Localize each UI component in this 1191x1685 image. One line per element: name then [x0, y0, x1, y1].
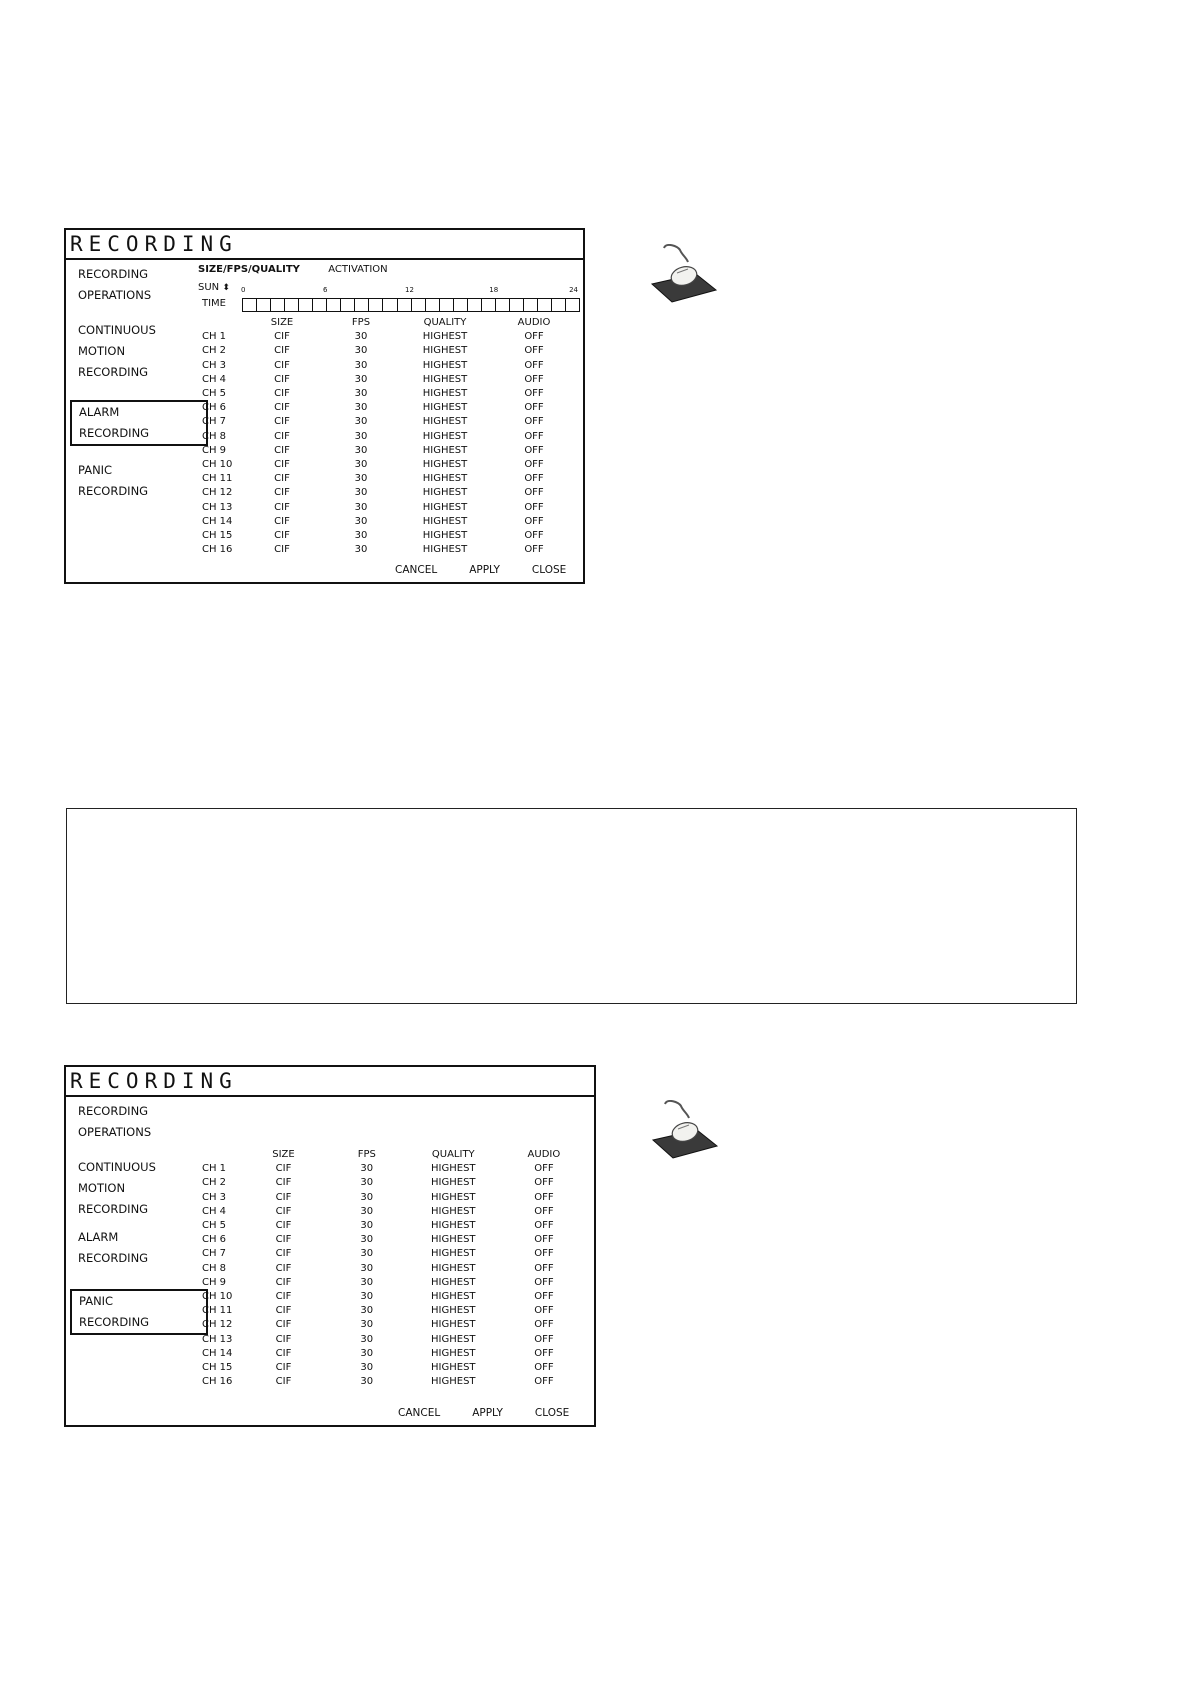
time-slot[interactable]: [299, 299, 313, 311]
channel-label: CH 16: [202, 1376, 233, 1388]
size-value[interactable]: CIF: [274, 388, 290, 400]
column-header-size: SIZE: [270, 317, 294, 328]
sidebar-item-label: RECORDING: [78, 1251, 149, 1265]
fps-value[interactable]: 30: [360, 1163, 374, 1175]
audio-value[interactable]: OFF: [524, 515, 544, 527]
column-header-quality: QUALITY: [431, 1149, 475, 1160]
channel-label: CH 7: [202, 416, 227, 428]
size-value[interactable]: CIF: [274, 444, 290, 456]
size-value[interactable]: CIF: [274, 501, 290, 513]
fps-value[interactable]: 30: [360, 1319, 374, 1331]
fps-value[interactable]: 30: [354, 515, 368, 527]
size-value[interactable]: CIF: [274, 544, 290, 556]
fps-value[interactable]: 30: [354, 359, 368, 371]
recording-screen-panic: [64, 1065, 596, 1427]
audio-value[interactable]: OFF: [524, 430, 544, 442]
table-row[interactable]: [202, 1176, 594, 1190]
table-row[interactable]: [202, 1361, 594, 1375]
screen-title: RECORDING: [66, 230, 583, 260]
channel-label: CH 14: [202, 1347, 233, 1359]
table-row[interactable]: [202, 486, 583, 500]
audio-value[interactable]: OFF: [534, 1163, 554, 1175]
quality-value[interactable]: HIGHEST: [431, 1376, 476, 1388]
quality-value[interactable]: HIGHEST: [431, 1248, 476, 1260]
time-slot[interactable]: [412, 299, 426, 311]
fps-value[interactable]: 30: [360, 1220, 374, 1232]
audio-value[interactable]: OFF: [524, 459, 544, 471]
table-row[interactable]: [202, 1347, 594, 1361]
time-slot[interactable]: [538, 299, 552, 311]
column-header-fps: FPS: [351, 317, 371, 328]
time-slot[interactable]: [510, 299, 524, 311]
channel-label: CH 4: [202, 373, 227, 385]
channel-label: CH 12: [202, 1319, 233, 1331]
channel-label: CH 11: [202, 1305, 233, 1317]
size-value[interactable]: CIF: [274, 459, 290, 471]
size-value[interactable]: CIF: [275, 1234, 292, 1246]
quality-value[interactable]: HIGHEST: [422, 388, 468, 400]
table-row[interactable]: [202, 543, 583, 557]
time-slot[interactable]: [426, 299, 440, 311]
time-label: TIME: [202, 298, 227, 309]
fps-value[interactable]: 30: [354, 402, 368, 414]
audio-value[interactable]: OFF: [534, 1177, 554, 1189]
action-bar: [398, 1407, 569, 1419]
audio-value[interactable]: OFF: [534, 1234, 554, 1246]
table-row[interactable]: [202, 1276, 594, 1290]
table-row[interactable]: [202, 1318, 594, 1332]
table-row[interactable]: [202, 1247, 594, 1261]
table-row[interactable]: [202, 1205, 594, 1219]
sidebar-item-panic[interactable]: [70, 1289, 208, 1335]
column-header-size: SIZE: [272, 1149, 295, 1160]
size-value[interactable]: CIF: [274, 373, 290, 385]
size-value[interactable]: CIF: [274, 530, 290, 542]
fps-value[interactable]: 30: [360, 1248, 374, 1260]
size-value[interactable]: CIF: [275, 1362, 292, 1374]
apply-button[interactable]: APPLY: [472, 1407, 503, 1419]
sidebar-item-label: RECORDING: [78, 484, 149, 498]
time-tick-label: 0: [241, 286, 246, 294]
sidebar-item-recording[interactable]: [75, 264, 205, 306]
size-value[interactable]: CIF: [275, 1205, 292, 1217]
sidebar-item-label: RECORDING: [78, 365, 149, 379]
fps-value[interactable]: 30: [360, 1191, 374, 1203]
spinner-icon[interactable]: ⬍: [222, 283, 230, 293]
fps-value[interactable]: 30: [360, 1376, 374, 1388]
size-value[interactable]: CIF: [274, 331, 290, 343]
channel-table: [202, 316, 583, 557]
time-slot[interactable]: [482, 299, 496, 311]
sidebar-item-label: RECORDING: [79, 1315, 150, 1329]
table-row[interactable]: [202, 1233, 594, 1247]
channel-label: CH 15: [202, 1362, 233, 1374]
size-value[interactable]: CIF: [274, 487, 290, 499]
channel-label: CH 10: [202, 1291, 233, 1303]
channel-label: CH 8: [202, 430, 227, 442]
size-value[interactable]: CIF: [275, 1220, 292, 1232]
size-value[interactable]: CIF: [274, 359, 290, 371]
audio-value[interactable]: OFF: [534, 1248, 554, 1260]
time-slot[interactable]: [552, 299, 566, 311]
audio-value[interactable]: OFF: [524, 359, 544, 371]
time-slot[interactable]: [341, 299, 355, 311]
table-row[interactable]: [202, 430, 583, 444]
channel-label: CH 11: [202, 473, 233, 485]
size-value[interactable]: CIF: [275, 1319, 292, 1331]
table-row[interactable]: [202, 359, 583, 373]
audio-value[interactable]: OFF: [534, 1305, 554, 1317]
time-slot[interactable]: [524, 299, 538, 311]
size-value[interactable]: CIF: [274, 345, 290, 357]
quality-value[interactable]: HIGHEST: [422, 487, 468, 499]
fps-value[interactable]: 30: [360, 1347, 374, 1359]
size-value[interactable]: CIF: [275, 1177, 292, 1189]
quality-value[interactable]: HIGHEST: [431, 1220, 476, 1232]
quality-value[interactable]: HIGHEST: [422, 345, 468, 357]
screen-title: RECORDING: [66, 1067, 594, 1097]
table-row[interactable]: [202, 401, 583, 415]
quality-value[interactable]: HIGHEST: [431, 1163, 476, 1175]
audio-value[interactable]: OFF: [524, 444, 544, 456]
sidebar-item-label: RECORDING: [78, 1202, 149, 1216]
size-value[interactable]: CIF: [275, 1248, 292, 1260]
quality-value[interactable]: HIGHEST: [422, 331, 468, 343]
channel-label: CH 10: [202, 459, 233, 471]
quality-value[interactable]: HIGHEST: [422, 544, 468, 556]
quality-value[interactable]: HIGHEST: [422, 416, 468, 428]
sidebar-item-recording[interactable]: [75, 1101, 205, 1143]
channel-label: CH 3: [202, 359, 227, 371]
cancel-button[interactable]: CANCEL: [395, 564, 438, 576]
fps-value[interactable]: 30: [360, 1291, 374, 1303]
audio-value[interactable]: OFF: [524, 487, 544, 499]
audio-value[interactable]: OFF: [524, 416, 544, 428]
sidebar-item-panic[interactable]: [75, 460, 205, 502]
fps-value[interactable]: 30: [360, 1262, 374, 1274]
quality-value[interactable]: HIGHEST: [422, 359, 468, 371]
table-row[interactable]: [202, 1219, 594, 1233]
mouse-icon: [651, 1100, 721, 1166]
channel-label: CH 1: [202, 1163, 227, 1175]
column-header-audio: AUDIO: [517, 317, 551, 328]
channel-label: CH 1: [202, 331, 227, 343]
channel-table: [202, 1148, 594, 1389]
column-header-fps: FPS: [357, 1149, 376, 1160]
fps-value[interactable]: 30: [354, 473, 368, 485]
size-value[interactable]: CIF: [275, 1276, 292, 1288]
recording-screen-alarm: [64, 228, 585, 584]
sidebar-item-label: MOTION: [78, 1181, 126, 1195]
sidebar-item-label: CONTINUOUS: [78, 1160, 156, 1174]
sidebar-item-label: RECORDING: [78, 1104, 149, 1118]
fps-value[interactable]: 30: [360, 1305, 374, 1317]
fps-value[interactable]: 30: [360, 1333, 374, 1345]
size-value[interactable]: CIF: [275, 1305, 292, 1317]
sidebar-item-label: CONTINUOUS: [78, 323, 156, 337]
fps-value[interactable]: 30: [354, 416, 368, 428]
fps-value[interactable]: 30: [360, 1362, 374, 1374]
size-value[interactable]: CIF: [275, 1262, 292, 1274]
quality-value[interactable]: HIGHEST: [431, 1262, 476, 1274]
sidebar-item-continuous[interactable]: [75, 320, 205, 383]
time-tick-label: 18: [489, 286, 499, 294]
fps-value[interactable]: 30: [354, 373, 368, 385]
quality-value[interactable]: HIGHEST: [422, 473, 468, 485]
audio-value[interactable]: OFF: [534, 1220, 554, 1232]
time-slot[interactable]: [496, 299, 510, 311]
fps-value[interactable]: 30: [360, 1276, 374, 1288]
channel-label: CH 16: [202, 544, 233, 556]
quality-value[interactable]: HIGHEST: [422, 501, 468, 513]
column-header-quality: QUALITY: [423, 317, 467, 328]
sidebar-item-label: PANIC: [78, 463, 113, 477]
fps-value[interactable]: 30: [360, 1205, 374, 1217]
time-tick-label: 12: [405, 286, 414, 294]
size-value[interactable]: CIF: [274, 473, 290, 485]
quality-value[interactable]: HIGHEST: [431, 1319, 476, 1331]
sidebar-item-label: PANIC: [79, 1294, 114, 1308]
audio-value[interactable]: OFF: [534, 1191, 554, 1203]
time-slot[interactable]: [383, 299, 397, 311]
column-header-audio: AUDIO: [527, 1149, 561, 1160]
channel-label: CH 6: [202, 402, 227, 414]
sidebar-item-alarm[interactable]: [70, 400, 208, 446]
sidebar-item-label: RECORDING: [78, 267, 149, 281]
channel-label: CH 9: [202, 1276, 227, 1288]
audio-value[interactable]: OFF: [524, 473, 544, 485]
table-row[interactable]: [202, 1162, 594, 1176]
channel-label: CH 2: [202, 345, 227, 357]
audio-value[interactable]: OFF: [534, 1276, 554, 1288]
tab-activation[interactable]: ACTIVATION: [328, 264, 388, 275]
audio-value[interactable]: OFF: [524, 331, 544, 343]
mouse-icon: [650, 244, 720, 310]
sidebar-item-label: RECORDING: [79, 426, 150, 440]
channel-label: CH 13: [202, 1333, 233, 1345]
channel-label: CH 13: [202, 501, 233, 513]
audio-value[interactable]: OFF: [524, 345, 544, 357]
time-slot[interactable]: [271, 299, 285, 311]
channel-label: CH 7: [202, 1248, 227, 1260]
size-value[interactable]: CIF: [275, 1163, 292, 1175]
quality-value[interactable]: HIGHEST: [422, 530, 468, 542]
audio-value[interactable]: OFF: [524, 402, 544, 414]
sidebar-item-alarm[interactable]: [75, 1227, 205, 1269]
fps-value[interactable]: 30: [354, 430, 368, 442]
audio-value[interactable]: OFF: [534, 1376, 554, 1388]
table-row[interactable]: [202, 373, 583, 387]
quality-value[interactable]: HIGHEST: [422, 515, 468, 527]
table-row[interactable]: [202, 515, 583, 529]
table-row[interactable]: [202, 501, 583, 515]
quality-value[interactable]: HIGHEST: [422, 459, 468, 471]
audio-value[interactable]: OFF: [534, 1347, 554, 1359]
table-row[interactable]: [202, 472, 583, 486]
fps-value[interactable]: 30: [354, 444, 368, 456]
fps-value[interactable]: 30: [354, 345, 368, 357]
channel-label: CH 9: [202, 444, 227, 456]
quality-value[interactable]: HIGHEST: [431, 1177, 476, 1189]
fps-value[interactable]: 30: [360, 1177, 374, 1189]
time-slot[interactable]: [243, 299, 257, 311]
table-row[interactable]: [202, 415, 583, 429]
day-value: SUN: [198, 282, 220, 293]
table-row[interactable]: [202, 1375, 594, 1389]
table-row[interactable]: [202, 1290, 594, 1304]
quality-value[interactable]: HIGHEST: [431, 1205, 476, 1217]
close-button[interactable]: CLOSE: [531, 564, 567, 576]
time-slot[interactable]: [468, 299, 482, 311]
sidebar-item-label: ALARM: [79, 405, 120, 419]
tab-size-fps-quality[interactable]: SIZE/FPS/QUALITY: [198, 264, 300, 275]
fps-value[interactable]: 30: [360, 1234, 374, 1246]
fps-value[interactable]: 30: [354, 331, 368, 343]
sidebar-item-continuous[interactable]: [75, 1157, 205, 1220]
sidebar-item-label: ALARM: [78, 1230, 119, 1244]
size-value[interactable]: CIF: [275, 1347, 292, 1359]
table-row[interactable]: [202, 344, 583, 358]
time-scale: [241, 286, 578, 296]
table-row[interactable]: [202, 1191, 594, 1205]
fps-value[interactable]: 30: [354, 388, 368, 400]
time-tick-label: 24: [569, 286, 578, 294]
time-slot[interactable]: [369, 299, 383, 311]
quality-value[interactable]: HIGHEST: [431, 1291, 476, 1303]
channel-label: CH 15: [202, 530, 233, 542]
quality-value[interactable]: HIGHEST: [422, 430, 468, 442]
action-bar: [395, 564, 566, 576]
channel-label: CH 14: [202, 515, 233, 527]
channel-label: CH 6: [202, 1234, 227, 1246]
table-row[interactable]: [202, 387, 583, 401]
sidebar-item-label: OPERATIONS: [78, 1125, 152, 1139]
table-row[interactable]: [202, 330, 583, 344]
time-slot[interactable]: [440, 299, 454, 311]
channel-label: CH 5: [202, 388, 227, 400]
quality-value[interactable]: HIGHEST: [422, 444, 468, 456]
quality-value[interactable]: HIGHEST: [431, 1234, 476, 1246]
size-value[interactable]: CIF: [274, 416, 290, 428]
channel-label: CH 4: [202, 1205, 227, 1217]
day-selector[interactable]: [198, 282, 230, 293]
tab-bar: [198, 264, 388, 275]
audio-value[interactable]: OFF: [534, 1205, 554, 1217]
size-value[interactable]: CIF: [275, 1376, 292, 1388]
fps-value[interactable]: 30: [354, 487, 368, 499]
time-grid[interactable]: [242, 298, 580, 312]
size-value[interactable]: CIF: [275, 1291, 292, 1303]
quality-value[interactable]: HIGHEST: [431, 1305, 476, 1317]
channel-label: CH 2: [202, 1177, 227, 1189]
time-slot[interactable]: [313, 299, 327, 311]
channel-label: CH 3: [202, 1191, 227, 1203]
time-slot[interactable]: [355, 299, 369, 311]
sidebar-item-label: OPERATIONS: [78, 288, 152, 302]
note-box: [66, 808, 1077, 1004]
audio-value[interactable]: OFF: [524, 501, 544, 513]
quality-value[interactable]: HIGHEST: [422, 373, 468, 385]
close-button[interactable]: CLOSE: [534, 1407, 570, 1419]
audio-value[interactable]: OFF: [524, 373, 544, 385]
channel-label: CH 5: [202, 1220, 227, 1232]
cancel-button[interactable]: CANCEL: [398, 1407, 441, 1419]
audio-value[interactable]: OFF: [524, 388, 544, 400]
audio-value[interactable]: OFF: [524, 544, 544, 556]
table-row[interactable]: [202, 1262, 594, 1276]
quality-value[interactable]: HIGHEST: [431, 1191, 476, 1203]
sidebar-item-label: MOTION: [78, 344, 126, 358]
table-row[interactable]: [202, 529, 583, 543]
channel-label: CH 8: [202, 1262, 227, 1274]
time-tick-label: 6: [323, 286, 328, 294]
quality-value[interactable]: HIGHEST: [431, 1333, 476, 1345]
audio-value[interactable]: OFF: [534, 1291, 554, 1303]
table-row[interactable]: [202, 1304, 594, 1318]
time-slot[interactable]: [257, 299, 271, 311]
fps-value[interactable]: 30: [354, 544, 368, 556]
audio-value[interactable]: OFF: [534, 1262, 554, 1274]
time-slot[interactable]: [285, 299, 299, 311]
quality-value[interactable]: HIGHEST: [422, 402, 468, 414]
time-slot[interactable]: [566, 299, 579, 311]
time-slot[interactable]: [398, 299, 412, 311]
audio-value[interactable]: OFF: [534, 1333, 554, 1345]
time-slot[interactable]: [327, 299, 341, 311]
audio-value[interactable]: OFF: [524, 530, 544, 542]
size-value[interactable]: CIF: [274, 430, 290, 442]
table-row[interactable]: [202, 444, 583, 458]
size-value[interactable]: CIF: [275, 1333, 292, 1345]
fps-value[interactable]: 30: [354, 530, 368, 542]
audio-value[interactable]: OFF: [534, 1362, 554, 1374]
apply-button[interactable]: APPLY: [469, 564, 500, 576]
audio-value[interactable]: OFF: [534, 1319, 554, 1331]
quality-value[interactable]: HIGHEST: [431, 1276, 476, 1288]
fps-value[interactable]: 30: [354, 501, 368, 513]
time-slot[interactable]: [454, 299, 468, 311]
quality-value[interactable]: HIGHEST: [431, 1362, 476, 1374]
size-value[interactable]: CIF: [274, 515, 290, 527]
size-value[interactable]: CIF: [275, 1191, 292, 1203]
size-value[interactable]: CIF: [274, 402, 290, 414]
channel-label: CH 12: [202, 487, 233, 499]
table-row[interactable]: [202, 1333, 594, 1347]
fps-value[interactable]: 30: [354, 459, 368, 471]
quality-value[interactable]: HIGHEST: [431, 1347, 476, 1359]
table-row[interactable]: [202, 458, 583, 472]
